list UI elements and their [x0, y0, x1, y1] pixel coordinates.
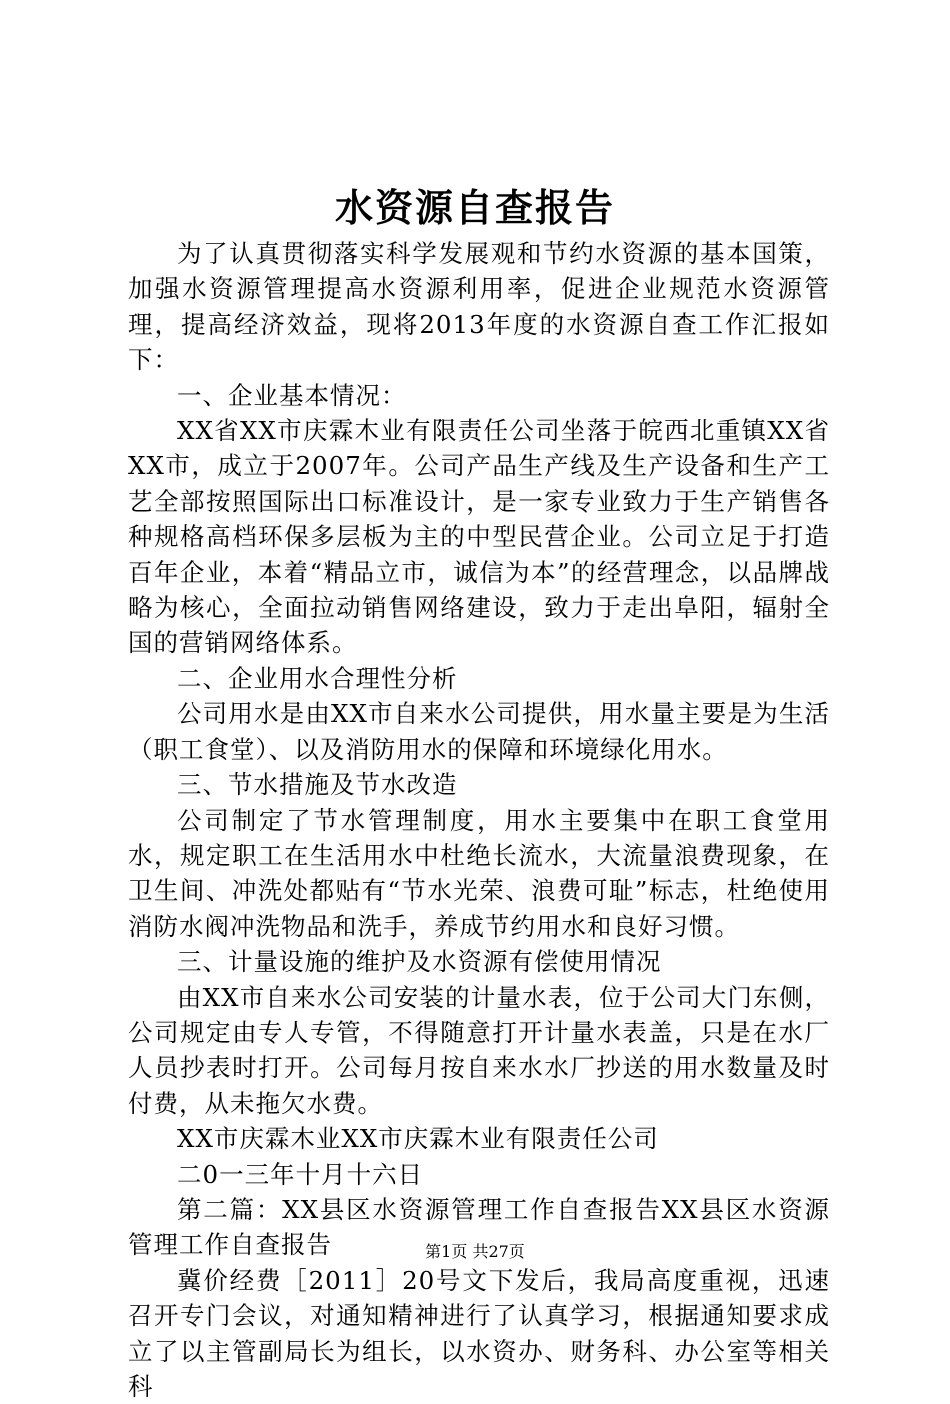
- paragraph-second-article: 冀价经费［2011］20号文下发后，我局高度重视，迅速召开专门会议，对通知精神进行了认真学习，根据通知要求成立了以主管副局长为组长，以水资办、财务科、办公室等相关科: [128, 1265, 830, 1401]
- document-body: [128, 236, 830, 1404]
- signature-date: 二0一三年十月十六日: [177, 1159, 424, 1189]
- signature-company: XX市庆霖木业XX市庆霖木业有限责任公司: [177, 1124, 659, 1154]
- document-title: 水资源自查报告: [334, 185, 615, 230]
- section-heading-basic-info: 一、企业基本情况：: [177, 380, 407, 410]
- section-heading-metering: 三、计量设施的维护及水资源有偿使用情况: [177, 947, 662, 977]
- paragraph-water-use-analysis: 公司用水是由XX市自来水公司提供，用水量主要是为生活（职工食堂）、以及消防用水的保障和环境绿化用水。: [128, 699, 830, 764]
- paragraph-water-saving: 公司制定了节水管理制度，用水主要集中在职工食堂用水，规定职工在生活用水中杜绝长流水，大流量浪费现象，在卫生间、冲洗处都贴有“节水光荣、浪费可耻”标志，杜绝使用消防水阀冲洗物品和洗手，养成节约用水和良好习惯。: [128, 805, 830, 941]
- paragraph-metering: 由XX市自来水公司安装的计量水表，位于公司大门东侧，公司规定由专人专管，不得随意打开计量水表盖，只是在水厂人员抄表时打开。公司每月按自来水水厂抄送的用水数量及时付费，从未拖欠水费。: [128, 982, 830, 1118]
- page-number: 第1页 共27页: [425, 1242, 525, 1261]
- paragraph-basic-info: XX省XX市庆霖木业有限责任公司坐落于皖西北重镇XX省XX市，成立于2007年。公司产品生产线及生产设备和生产工艺全部按照国际出口标准设计，是一家专业致力于生产销售各种规格高档环保多层板为主的中型民营企业。公司立足于打造百年企业，本着“精品立市，诚信为本”的经营理念，以品牌战略为核心，全面拉动销售网络建设，致力于走出阜阳，辐射全国的营销网络体系。: [128, 416, 830, 658]
- second-article-heading: 第二篇：XX县区水资源管理工作自查报告XX县区水资源管理工作自查报告: [128, 1194, 830, 1260]
- section-heading-water-saving: 三、节水措施及节水改造: [177, 770, 458, 800]
- paragraph-intro: 为了认真贯彻落实科学发展观和节约水资源的基本国策，加强水资源管理提高水资源利用率，促进企业规范水资源管理，提高经济效益，现将2013年度的水资源自查工作汇报如下：: [128, 239, 830, 375]
- section-heading-water-use-analysis: 二、企业用水合理性分析: [177, 663, 458, 693]
